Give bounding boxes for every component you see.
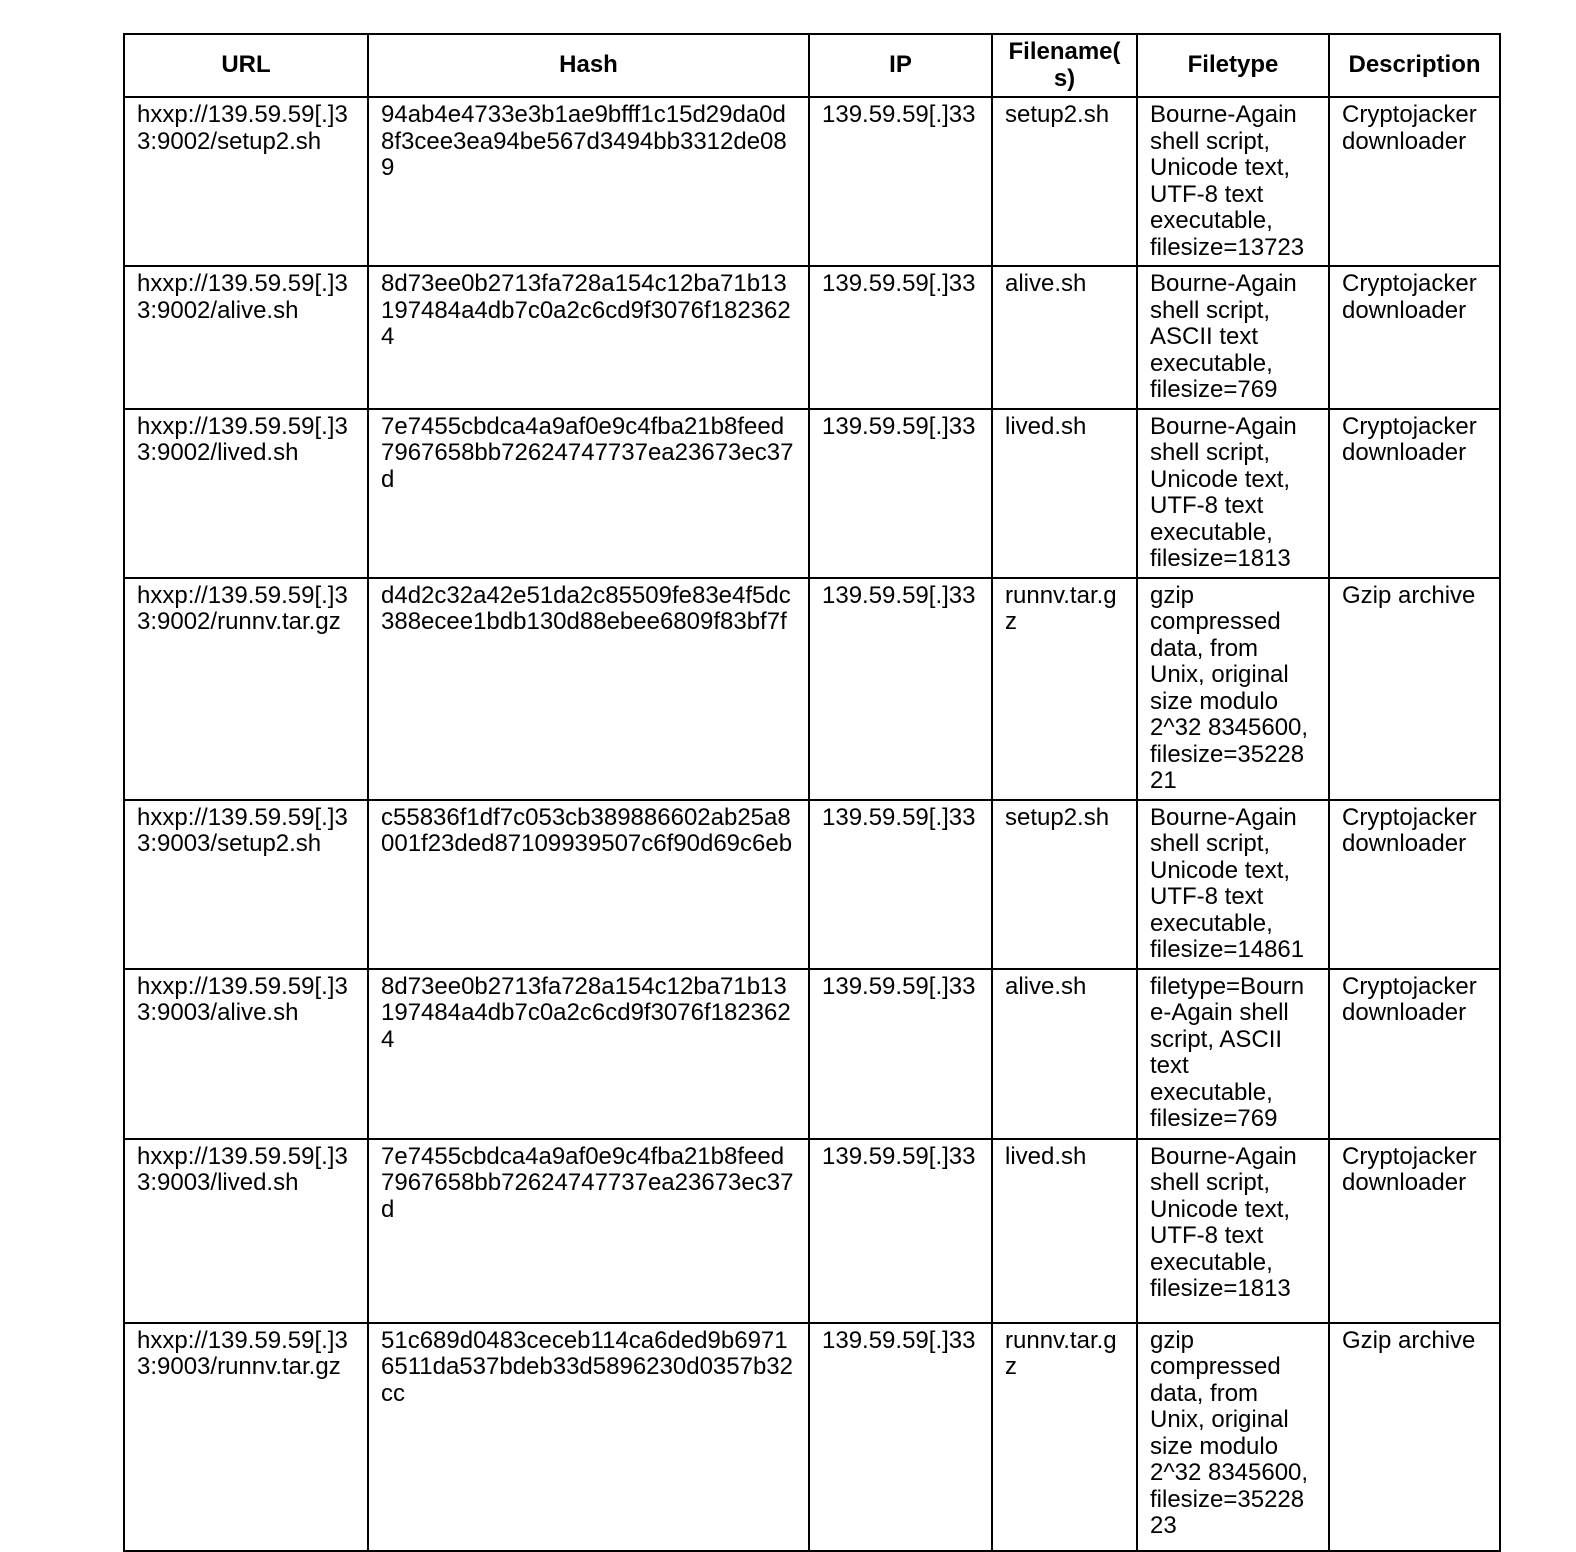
ip-cell: 139.59.59[.]33 — [810, 1140, 993, 1324]
description-cell: Cryptojacker downloader — [1330, 410, 1499, 579]
table-row — [125, 1140, 1499, 1324]
url-cell: hxxp://139.59.59[.]33:9003/lived.sh — [125, 1140, 369, 1324]
ip-cell: 139.59.59[.]33 — [810, 1324, 993, 1550]
ip-cell: 139.59.59[.]33 — [810, 410, 993, 579]
description-cell: Cryptojacker downloader — [1330, 98, 1499, 267]
ip-cell: 139.59.59[.]33 — [810, 579, 993, 801]
filenames-cell: alive.sh — [993, 267, 1138, 410]
filenames-cell: lived.sh — [993, 1140, 1138, 1324]
table-row — [125, 1324, 1499, 1550]
url-cell: hxxp://139.59.59[.]33:9003/alive.sh — [125, 970, 369, 1140]
description-cell: Gzip archive — [1342, 1326, 1476, 1354]
filenames-cell: lived.sh — [993, 410, 1138, 579]
filetype-cell: Bourne-Again shell script, Unicode text, UTF-8 text executable, filesize=1813 — [1138, 410, 1330, 579]
filetype-cell: Bourne-Again shell script, Unicode text, UTF-8 text executable, filesize=1813 — [1138, 1140, 1330, 1324]
hash-cell: 7e7455cbdca4a9af0e9c4fba21b8feed7967658bb72624747737ea23673ec37d — [369, 1140, 810, 1324]
url-cell: hxxp://139.59.59[.]33:9002/runnv.tar.gz — [125, 579, 369, 801]
filetype-cell: gzip compressed data, from Unix, original size modulo 2^32 8345600, filesize=3522821 — [1138, 579, 1330, 801]
column-header-url: URL — [125, 35, 369, 98]
filenames-cell: setup2.sh — [993, 801, 1138, 970]
filenames-cell: runnv.tar.gz — [993, 579, 1138, 801]
table-row — [125, 98, 1499, 267]
url-cell: hxxp://139.59.59[.]33:9002/lived.sh — [125, 410, 369, 579]
hash-cell: 8d73ee0b2713fa728a154c12ba71b13197484a4db7c0a2c6cd9f3076f1823624 — [369, 267, 810, 410]
description-cell: Cryptojacker downloader — [1330, 970, 1499, 1140]
filenames-cell: alive.sh — [993, 970, 1138, 1140]
hash-cell: c55836f1df7c053cb389886602ab25a8001f23ded87109939507c6f90d69c6eb — [369, 801, 810, 970]
url-cell: hxxp://139.59.59[.]33:9002/setup2.sh — [125, 98, 369, 267]
header-row — [125, 35, 1499, 98]
description-cell: Cryptojacker downloader — [1330, 801, 1499, 970]
ip-cell: 139.59.59[.]33 — [810, 801, 993, 970]
filetype-cell: filetype=Bourne-Again shell script, ASCII text executable, filesize=769 — [1138, 970, 1330, 1140]
ip-cell: 139.59.59[.]33 — [810, 98, 993, 267]
filetype-cell: gzip compressed data, from Unix, original size modulo 2^32 8345600, filesize=3522823 — [1138, 1324, 1330, 1550]
filenames-cell: setup2.sh — [993, 98, 1138, 267]
ip-cell: 139.59.59[.]33 — [810, 267, 993, 410]
column-header-hash: Hash — [369, 35, 810, 98]
hash-cell: d4d2c32a42e51da2c85509fe83e4f5dc388ecee1bdb130d88ebee6809f83bf7f — [369, 579, 810, 801]
table-row — [125, 801, 1499, 970]
filetype-cell: Bourne-Again shell script, ASCII text executable, filesize=769 — [1138, 267, 1330, 410]
table-row — [125, 267, 1499, 410]
column-header-ip: IP — [810, 35, 993, 98]
column-header-filetype: Filetype — [1138, 35, 1330, 98]
filenames-cell: runnv.tar.gz — [993, 1324, 1138, 1550]
document-page — [0, 33, 1576, 1541]
description-cell: Cryptojacker downloader — [1330, 267, 1499, 410]
hash-cell: 7e7455cbdca4a9af0e9c4fba21b8feed7967658bb72624747737ea23673ec37d — [369, 410, 810, 579]
hash-cell: 51c689d0483ceceb114ca6ded9b69716511da537bdeb33d5896230d0357b32cc — [369, 1324, 810, 1550]
table-row — [125, 410, 1499, 579]
ip-cell: 139.59.59[.]33 — [810, 970, 993, 1140]
description-cell: Cryptojacker downloader — [1330, 1140, 1499, 1324]
hash-cell: 8d73ee0b2713fa728a154c12ba71b13197484a4db7c0a2c6cd9f3076f1823624 — [369, 970, 810, 1140]
table-row — [125, 970, 1499, 1140]
url-cell: hxxp://139.59.59[.]33:9003/setup2.sh — [125, 801, 369, 970]
url-cell: hxxp://139.59.59[.]33:9003/runnv.tar.gz — [125, 1324, 369, 1550]
table-row — [125, 579, 1499, 801]
filetype-cell: Bourne-Again shell script, Unicode text, UTF-8 text executable, filesize=13723 — [1138, 98, 1330, 267]
column-header-description: Description — [1330, 35, 1499, 98]
column-header-filenames: Filename(s) — [993, 35, 1138, 98]
hash-cell: 94ab4e4733e3b1ae9bfff1c15d29da0d8f3cee3ea94be567d3494bb3312de089 — [369, 98, 810, 267]
filetype-cell: Bourne-Again shell script, Unicode text, UTF-8 text executable, filesize=14861 — [1138, 801, 1330, 970]
url-cell: hxxp://139.59.59[.]33:9002/alive.sh — [125, 267, 369, 410]
ioc-table — [123, 33, 1501, 1552]
description-cell: Gzip archive — [1330, 579, 1499, 801]
